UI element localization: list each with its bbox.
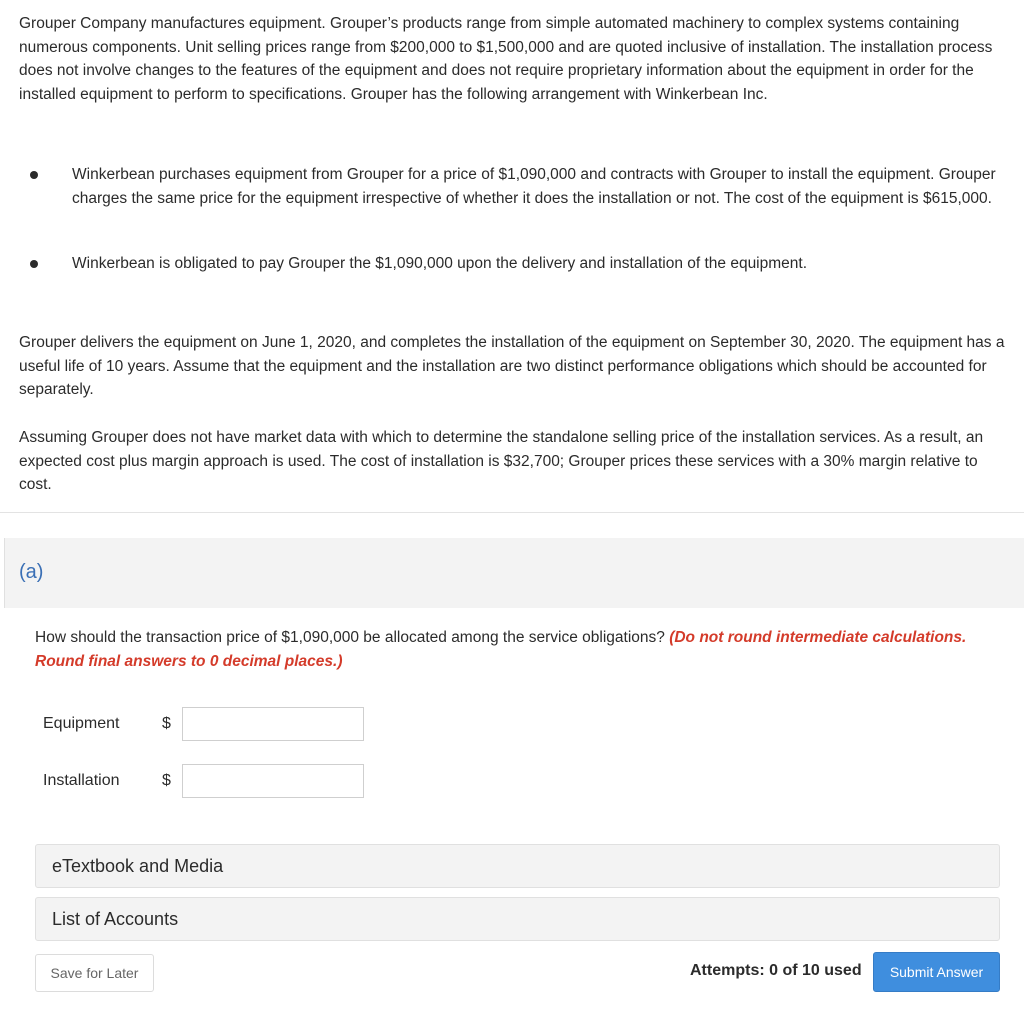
- installation-label: Installation: [43, 772, 120, 789]
- list-of-accounts-link[interactable]: List of Accounts: [35, 897, 1000, 941]
- submit-answer-button[interactable]: Submit Answer: [873, 952, 1000, 992]
- part-header: [4, 538, 1024, 608]
- problem-paragraph-3: Assuming Grouper does not have market data with which to determine the standalone selling price of the installation services. As a result, an expected cost plus margin approach is used. The cost of installation is $32,700; Grouper prices these services with a 30% margin relative to cost.: [19, 429, 984, 493]
- attempts-counter: Attempts: 0 of 10 used: [690, 962, 862, 979]
- bullet-dot: [30, 171, 38, 179]
- problem-paragraph-2: Grouper delivers the equipment on June 1, 2020, and completes the installation of the equipment on September 30, 2020. The equipment has a useful life of 10 years. Assume that the equipment and the installation are two distinct performance obligations which should be accounted for separately.: [19, 334, 1005, 398]
- currency-symbol: $: [162, 772, 171, 789]
- question-part: [0, 538, 1024, 1009]
- etextbook-media-link[interactable]: eTextbook and Media: [35, 844, 1000, 888]
- bullet-text: Winkerbean purchases equipment from Grouper for a price of $1,090,000 and contracts with Grouper to install the equipment. Grouper charges the same price for the equipment irrespective of whether it does the installation or not. The cost of the equipment is $615,000.: [72, 166, 996, 207]
- save-for-later-button[interactable]: Save for Later: [35, 954, 154, 992]
- equipment-input[interactable]: [182, 707, 364, 741]
- installation-input[interactable]: [182, 764, 364, 798]
- part-label: (a): [19, 561, 44, 583]
- problem-intro: Grouper Company manufactures equipment. Grouper’s products range from simple automated machinery to complex systems containing numerous components. Unit selling prices range from $200,000 to $1,500,000 and are quoted inclusive of installation. The installation process does not involve changes to the features of the equipment and does not require proprietary information about the equipment in order for the installed equipment to perform to specifications. Grouper has the following arrangement with Winkerbean Inc.: [19, 15, 993, 103]
- question-instruction: (Do not round intermediate calculations. Round final answers to 0 decimal places.): [35, 629, 967, 670]
- equipment-label: Equipment: [43, 715, 120, 732]
- currency-symbol: $: [162, 715, 171, 732]
- question-prompt: How should the transaction price of $1,090,000 be allocated among the service obligations?: [35, 629, 665, 646]
- bullet-text: Winkerbean is obligated to pay Grouper the $1,090,000 upon the delivery and installation of the equipment.: [72, 255, 808, 272]
- question-text: [35, 626, 985, 673]
- bullet-dot: [30, 260, 38, 268]
